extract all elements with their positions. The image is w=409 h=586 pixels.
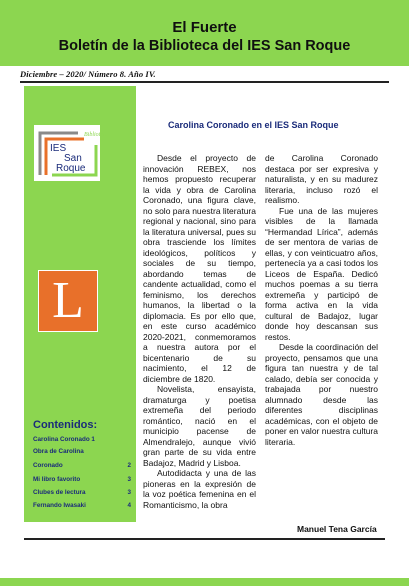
article-column-2 xyxy=(265,153,378,447)
toc-item[interactable] xyxy=(33,476,133,483)
toc-item[interactable] xyxy=(33,436,133,443)
newsletter-subtitle: Boletín de la Biblioteca del IES San Roque xyxy=(58,38,351,54)
drop-initial-box xyxy=(38,270,98,332)
toc-item[interactable] xyxy=(33,462,133,469)
toc-item[interactable] xyxy=(33,489,133,496)
toc-item-page: 2 xyxy=(127,462,131,469)
toc-item-label: Obra de Carolina xyxy=(33,448,84,455)
toc-item-label: Carolina Coronado 1 xyxy=(33,436,95,443)
toc-item-page: 3 xyxy=(127,476,131,483)
toc-item-label: Coronado xyxy=(33,462,63,469)
toc-item-page: 4 xyxy=(127,502,131,509)
article-paragraph: Desde la coordinación del proyecto, pensamos que una figura tan nuestra y de tal calado, debía ser conocida y trabajada por nuestro alumnado desde las diferentes disciplinas académicas, con el objeto de poner en valor nuestra cultura literaria. xyxy=(265,342,378,447)
header-banner xyxy=(0,0,409,66)
article-paragraph: Fue una de las mujeres visibles de la llamada “Hermandad Lírica”, además de ser mentora de varias de ellas, y con veinticuatro años, pertenecía ya a casi todos los Liceos de España. Dedicó muchos poemas a su tierra extremeña y participó de forma activa en la vida cultural de Badajoz, lugar donde hoy descansan sus restos. xyxy=(265,205,378,342)
contents-title: Contenidos: xyxy=(33,419,98,431)
article-title: Carolina Coronado en el IES San Roque xyxy=(168,120,339,130)
toc-item[interactable] xyxy=(33,448,133,455)
newsletter-title: El Fuerte xyxy=(172,19,237,36)
drop-initial-letter: L xyxy=(52,272,84,329)
toc-item-label: Clubes de lectura xyxy=(33,489,86,496)
ies-san-roque-logo xyxy=(34,125,109,181)
logo-line1: IES xyxy=(50,143,67,154)
toc-item-page: 3 xyxy=(127,489,131,496)
logo-line3: Roque xyxy=(56,163,86,174)
top-divider xyxy=(20,81,389,83)
toc-item-label: Fernando Iwasaki xyxy=(33,502,86,509)
article-column-1 xyxy=(143,153,256,510)
logo-tagline: Biblioteca xyxy=(84,132,109,138)
article-paragraph: Autodidacta y una de las pioneras en la expresión de la voz poética femenina en el Romanticismo, la obra xyxy=(143,468,256,510)
article-paragraph: Desde el proyecto de innovación REBEX, nos hemos propuesto recuperar la vida y obra de Carolina Coronado, una figura clave, no solo para nuestra literatura regional y nacional, sino para la literatura universal, pues su obra trasciende los límites ideológicos, políticos y sociales de su tiempo, abordando temas de candente actualidad, como el feminismo, los derechos humanos, la libertad o la diplomacia. Es por ello que, en este curso académico 2020-2021, conmemoramos a nuestra autora por el bicentenario de su nacimiento, el 12 de diciembre de 1820. xyxy=(143,153,256,384)
article-paragraph: Novelista, ensayista, dramaturga y poetisa extremeña del periodo romántico, nació en el municipio pacense de Almendralejo, aunque vivió gran parte de su vida entre Badajoz, Madrid y Lisboa. xyxy=(143,384,256,468)
toc-item-label: Mi libro favorito xyxy=(33,476,81,483)
article-signature: Manuel Tena García xyxy=(297,524,377,534)
toc-item[interactable] xyxy=(33,502,133,509)
logo-line2: San xyxy=(64,153,82,164)
issue-dateline: Diciembre – 2020/ Número 8. Año IV. xyxy=(20,69,156,79)
bottom-divider xyxy=(24,538,385,540)
article-paragraph: de Carolina Coronado destaca por ser expresiva y naturalista, y en su madurez literaria, incluso rozó el realismo. xyxy=(265,153,378,205)
footer-band xyxy=(0,578,409,586)
